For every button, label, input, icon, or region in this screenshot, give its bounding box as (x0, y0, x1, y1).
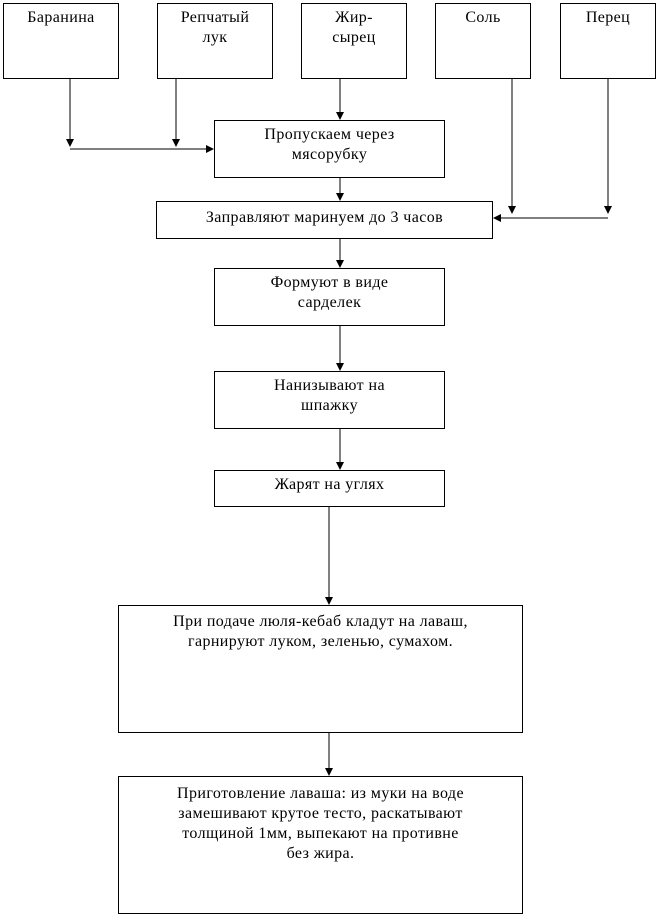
step-skewer-line1: Нанизывают на (274, 377, 385, 394)
ingredient-fat (301, 3, 407, 79)
step-marinate (156, 201, 493, 239)
ingredient-pepper-label: Перец (585, 9, 631, 26)
ingredient-onion (157, 3, 273, 79)
step-serve-line1: При подаче люля-кебаб кладут на лаваш, (173, 613, 468, 630)
ingredient-lamb (3, 3, 119, 79)
step-serve (118, 605, 523, 733)
step-shape-line1: Формуют в виде (270, 274, 389, 291)
step-shape-line2: сарделек (297, 294, 362, 311)
step-grind (214, 120, 445, 178)
ingredient-pepper (560, 3, 656, 79)
ingredient-lamb-label: Баранина (27, 9, 95, 26)
ingredient-onion-line2: лук (202, 29, 228, 46)
step-lavash-line2: замешивают крутое тесто, раскатывают (178, 805, 463, 822)
ingredient-salt-label: Соль (465, 9, 501, 26)
step-skewer (214, 371, 445, 429)
step-shape (214, 268, 445, 326)
step-serve-line2: гарнируют луком, зеленью, сумахом. (187, 633, 453, 650)
step-grind-line2: мясорубку (291, 146, 368, 163)
ingredient-salt (435, 3, 531, 79)
step-lavash-line4: без жира. (286, 845, 355, 862)
step-grind-line1: Пропускаем через (264, 126, 395, 143)
step-skewer-line2: шпажку (301, 397, 358, 414)
step-lavash-line1: Приготовление лаваша: из муки на воде (177, 785, 464, 802)
ingredient-onion-line1: Репчатый (180, 9, 250, 26)
step-lavash-line3: толщиной 1мм, выпекают на противне (182, 825, 459, 842)
ingredient-fat-line2: сырец (332, 29, 376, 46)
step-marinate-label: Заправляют маринуем до 3 часов (205, 209, 444, 226)
step-lavash (118, 776, 523, 914)
step-grill-label: Жарят на углях (274, 476, 385, 493)
step-grill (214, 470, 445, 507)
ingredient-fat-line1: Жир- (335, 9, 373, 26)
